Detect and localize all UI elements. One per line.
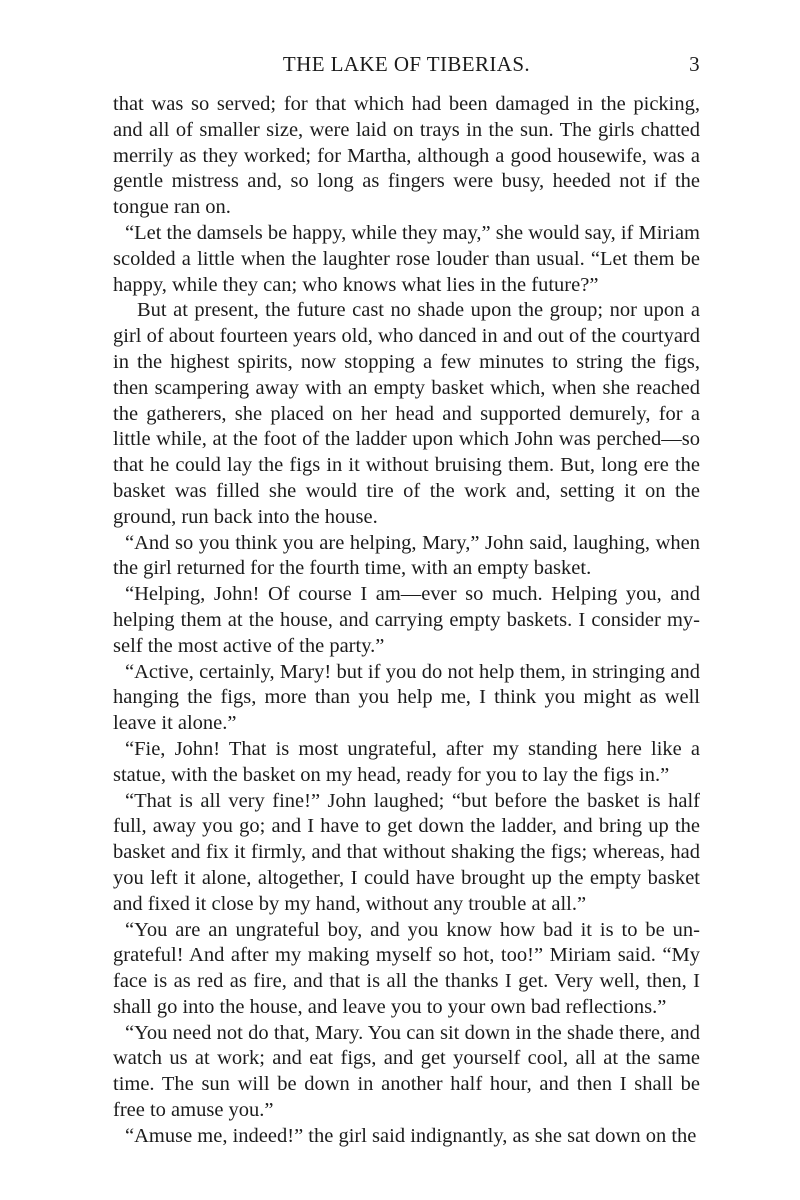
running-title: THE LAKE OF TIBERIAS. <box>282 52 531 76</box>
paragraph: that was so served; for that which had been damaged in the picking, and all of smaller size, were laid on trays in the sun. The girls chatted merrily as they worked; for Martha, although a good housewife, was a gentle mistress and, so long as fingers were busy, heeded not if the tongue ran on. <box>113 93 700 219</box>
paragraph: “Let the damsels be happy, while they may,” she would say, if Miriam scolded a little when the laughter rose louder than usual. “Let them be happy, while they can; who knows what lies in the future?” <box>113 221 700 296</box>
body-text <box>113 92 700 1150</box>
paragraph: “You are an ungrateful boy, and you know how bad it is to be ungrateful! And after my making myself so hot, too!” Miriam said. “My face is as red as fire, and that is all the thanks I get. Very well, then, I shall go into the house, and leave you to your own bad reflections.” <box>113 918 700 1018</box>
paragraph: But at present, the future cast no shade upon the group; nor upon a girl of about fourteen years old, who danced in and out of the courtyard in the highest spirits, now stopping a few minutes to string the figs, then scampering away with an empty basket which, when she reached the gatherers, she placed on her head and supported demurely, for a little while, at the foot of the ladder upon which John was perched—so that he could lay the figs in it without bruising them. But, long ere the basket was filled she would tire of the work and, setting it on the ground, run back into the house. <box>113 299 700 528</box>
page-number: 3 <box>689 52 700 76</box>
paragraph: “Amuse me, indeed!” the girl said indignantly, as she sat down on the <box>125 1124 697 1147</box>
book-page <box>113 52 700 1150</box>
paragraph: “Helping, John! Of course I am—ever so much. Helping you, and helping them at the house, and carrying empty baskets. I consider myself the most active of the party.” <box>113 583 700 657</box>
running-header <box>113 52 700 86</box>
paragraph: “Active, certainly, Mary! but if you do not help them, in stringing and hanging the figs, more than you help me, I think you might as well leave it alone.” <box>113 660 700 735</box>
paragraph: “That is all very fine!” John laughed; “but before the basket is half full, away you go; and I have to get down the ladder, and bring up the basket and fix it firmly, and that without shaking the figs; whereas, had you left it alone, altogether, I could have brought up the empty basket and fixed it close by my hand, without any trouble at all.” <box>113 789 700 915</box>
paragraph: “You need not do that, Mary. You can sit down in the shade there, and watch us at work; and eat figs, and get yourself cool, all at the same time. The sun will be down in another half hour, and then I shall be free to amuse you.” <box>113 1021 700 1122</box>
paragraph: “Fie, John! That is most ungrateful, after my standing here like a statue, with the basket on my head, ready for you to lay the figs in.” <box>113 737 700 786</box>
paragraph: “And so you think you are helping, Mary,” John said, laughing, when the girl returned for the fourth time, with an empty basket. <box>113 531 700 580</box>
